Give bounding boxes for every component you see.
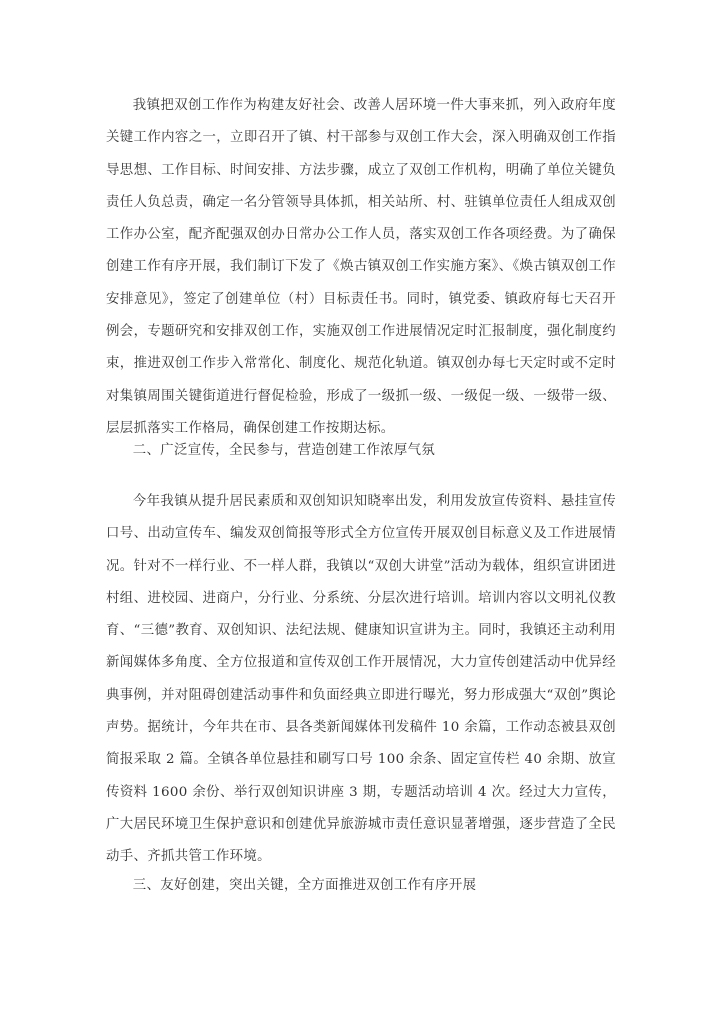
section-heading: 三、友好创建，突出关键，全方面推进双创工作有序开展 xyxy=(132,878,477,893)
body-paragraph: 今年我镇从提升居民素质和双创知识知晓率出发，利用发放宣传资料、悬挂宣传口号、出动宣传车、编发双创简报等形式全方位宣传开展双创目标意义及工作进展情况。针对不一样行业、不一样人群，我镇以“双创大讲堂”活动为载体，组织宣讲团进村组、进校园、进商户，分行业、分系统、分层次进行培训。培训内容以文明礼仪教育、“三德”教育、双创知识、法纪法规、健康知识宣讲为主。同时，我镇还主动利用新闻媒体多角度、全方位报道和宣传双创工作开展情况，大力宣传创建活动中优异经典事例，并对阻碍创建活动事件和负面经典立即进行曝光，努力形成强大“双创”舆论声势。据统计，今年共在市、县各类新闻媒体刊发稿件 10 余篇，工作动态被县双创简报采取 2 篇。全镇各单位悬挂和刷写口号 100 余条、固定宣传栏 40 余期、放宣传资料 1600 余份、举行双创知识讲座 3 期，专题活动培训 4 次。经过大力宣传，广大居民环境卫生保护意识和创建优异旅游城市责任意识显著增强，逐步营造了全民动手、齐抓共管工作环境。 xyxy=(106,494,616,865)
section-heading: 二、广泛宣传，全民参与，营造创建工作浓厚气氛 xyxy=(132,443,436,458)
body-paragraph: 我镇把双创工作作为构建友好社会、改善人居环境一件大事来抓，列入政府年度关键工作内容之一，立即召开了镇、村干部参与双创工作大会，深入明确双创工作指导思想、工作目标、时间安排、方法步骤，成立了双创工作机构，明确了单位关键负责任人负总责，确定一名分管领导具体抓，相关站所、村、驻镇单位责任人组成双创工作办公室，配齐配强双创办日常办公工作人员，落实双创工作各项经费。为了确保创建工作有序开展，我们制订下发了《焕古镇双创工作实施方案》、《焕古镇双创工作安排意见》，签定了创建单位（村）目标责任书。同时，镇党委、镇政府每七天召开例会，专题研究和安排双创工作，实施双创工作进展情况定时汇报制度，强化制度约束，推进双创工作步入常常化、制度化、规范化轨道。镇双创办每七天定时或不定时对集镇周围关键街道进行督促检验，形成了一级抓一级、一级促一级、一级带一级、层层抓落实工作格局，确保创建工作按期达标。 xyxy=(106,98,616,436)
